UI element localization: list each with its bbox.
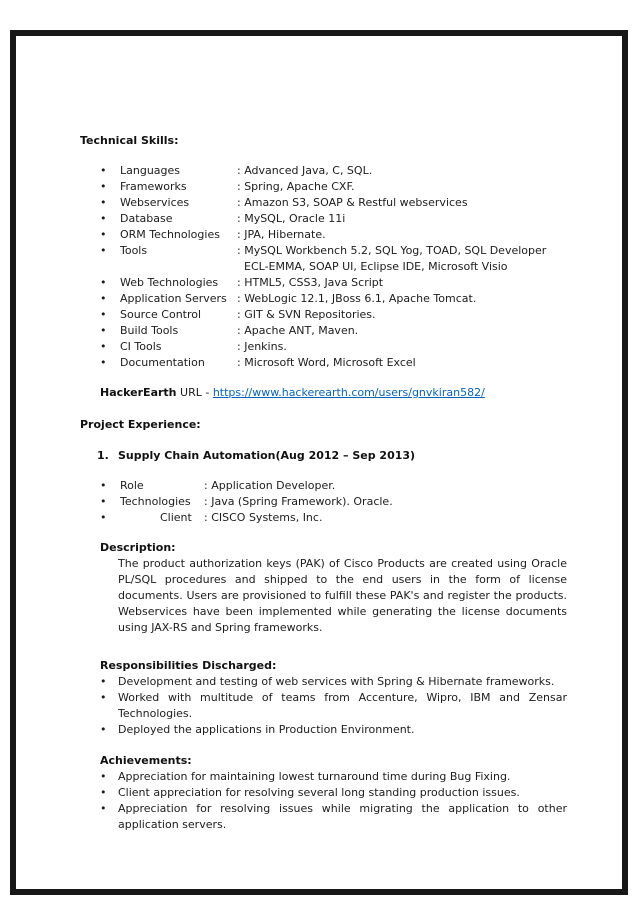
skill-row bbox=[100, 339, 576, 355]
skill-label: Webservices bbox=[120, 196, 190, 209]
meta-label: Role bbox=[120, 479, 144, 492]
responsibility-item bbox=[100, 690, 576, 722]
bullet-icon: • bbox=[100, 495, 107, 508]
bullet-icon: • bbox=[100, 244, 107, 257]
skill-value: : GIT & SVN Repositories. bbox=[237, 308, 376, 321]
bullet-icon: • bbox=[100, 308, 107, 321]
skill-value: : HTML5, CSS3, Java Script bbox=[237, 276, 384, 289]
responsibility-text: Development and testing of web services with Spring & Hibernate frameworks. bbox=[118, 675, 555, 688]
skill-value: : Advanced Java, C, SQL. bbox=[237, 164, 373, 177]
achievements-heading: Achievements: bbox=[100, 754, 192, 767]
skill-label: Source Control bbox=[120, 308, 202, 321]
responsibilities-list bbox=[100, 674, 576, 738]
achievement-item bbox=[100, 785, 576, 801]
project-number: 1. bbox=[97, 449, 109, 462]
achievement-item bbox=[100, 769, 576, 785]
page-frame bbox=[10, 30, 628, 895]
skill-row bbox=[100, 163, 576, 179]
description-body: The product authorization keys (PAK) of Cisco Products are created using Oracle PL/SQL procedures and shipped to the end users in the form of license documents. Users are provisioned to fulfill these PAK's and register the products. Webservices have been implemented while generating the license documents using JAX-RS and Spring frameworks. bbox=[118, 557, 567, 634]
skill-row bbox=[100, 179, 576, 195]
technical-skills-heading: Technical Skills: bbox=[80, 134, 179, 147]
achievement-text: Appreciation for maintaining lowest turnaround time during Bug Fixing. bbox=[118, 770, 511, 783]
responsibility-text: Deployed the applications in Production Environment. bbox=[118, 723, 415, 736]
bullet-icon: • bbox=[100, 675, 107, 688]
bullet-icon: • bbox=[100, 723, 107, 736]
bullet-icon: • bbox=[100, 196, 107, 209]
project-title-row bbox=[97, 448, 576, 464]
resume-content bbox=[16, 36, 622, 833]
skill-value bbox=[237, 243, 576, 275]
responsibilities-section bbox=[100, 658, 576, 738]
skill-row bbox=[100, 323, 576, 339]
skill-row bbox=[100, 307, 576, 323]
bullet-icon: • bbox=[100, 324, 107, 337]
skill-row bbox=[100, 211, 576, 227]
project-meta-row bbox=[100, 494, 576, 510]
skill-row bbox=[100, 195, 576, 211]
bullet-icon: • bbox=[100, 356, 107, 369]
bullet-icon: • bbox=[100, 786, 107, 799]
skill-row bbox=[100, 227, 576, 243]
bullet-icon: • bbox=[100, 479, 107, 492]
meta-value: : Java (Spring Framework). Oracle. bbox=[204, 495, 393, 508]
skill-label: Documentation bbox=[120, 356, 205, 369]
meta-label: Client bbox=[160, 511, 192, 524]
skill-value-line1: : MySQL Workbench 5.2, SQL Yog, TOAD, SQL Developer bbox=[237, 244, 547, 257]
achievements-section bbox=[100, 753, 576, 833]
project-title: Supply Chain Automation(Aug 2012 – Sep 2013) bbox=[118, 449, 416, 462]
skill-label: Application Servers bbox=[120, 292, 227, 305]
skill-value: : WebLogic 12.1, JBoss 6.1, Apache Tomcat. bbox=[237, 292, 477, 305]
skill-label: Build Tools bbox=[120, 324, 179, 337]
skill-value-line2: ECL-EMMA, SOAP UI, Eclipse IDE, Microsoft Visio bbox=[244, 260, 508, 273]
skill-value: : Spring, Apache CXF. bbox=[237, 180, 355, 193]
achievement-text: Client appreciation for resolving several long standing production issues. bbox=[118, 786, 520, 799]
skill-label: Languages bbox=[120, 164, 181, 177]
project-meta-row bbox=[100, 478, 576, 494]
description-section bbox=[100, 540, 576, 636]
bullet-icon: • bbox=[100, 276, 107, 289]
skill-row bbox=[100, 291, 576, 307]
skill-label: Database bbox=[120, 212, 173, 225]
hackerearth-brand: HackerEarth bbox=[100, 386, 177, 399]
hackerearth-url-link[interactable]: https://www.hackerearth.com/users/gnvkiran582/ bbox=[212, 386, 485, 399]
achievement-item bbox=[100, 801, 576, 833]
meta-label: Technologies bbox=[120, 495, 191, 508]
skill-row bbox=[100, 275, 576, 291]
achievement-text: Appreciation for resolving issues while migrating the application to other application servers. bbox=[118, 802, 567, 831]
skill-value: : MySQL, Oracle 11i bbox=[237, 212, 346, 225]
bullet-icon: • bbox=[100, 212, 107, 225]
skill-label: CI Tools bbox=[120, 340, 162, 353]
bullet-icon: • bbox=[100, 228, 107, 241]
project-meta-row bbox=[100, 510, 576, 526]
skill-label: Frameworks bbox=[120, 180, 187, 193]
meta-value: : CISCO Systems, Inc. bbox=[204, 511, 323, 524]
skill-value: : JPA, Hibernate. bbox=[237, 228, 326, 241]
bullet-icon: • bbox=[100, 770, 107, 783]
bullet-icon: • bbox=[100, 802, 107, 815]
technical-skills-list bbox=[100, 163, 576, 371]
skill-value: : Amazon S3, SOAP & Restful webservices bbox=[237, 196, 468, 209]
bullet-icon: • bbox=[100, 511, 107, 524]
bullet-icon: • bbox=[100, 691, 107, 704]
responsibilities-heading: Responsibilities Discharged: bbox=[100, 659, 277, 672]
skill-value: : Microsoft Word, Microsoft Excel bbox=[237, 356, 416, 369]
skill-value: : Apache ANT, Maven. bbox=[237, 324, 359, 337]
meta-value: : Application Developer. bbox=[204, 479, 336, 492]
skill-row bbox=[100, 355, 576, 371]
hackerearth-url-label: URL - bbox=[176, 386, 213, 399]
achievements-list bbox=[100, 769, 576, 833]
project-meta-list bbox=[100, 478, 576, 526]
bullet-icon: • bbox=[100, 180, 107, 193]
description-heading: Description: bbox=[100, 541, 176, 554]
skill-row bbox=[100, 243, 576, 275]
responsibility-text: Worked with multitude of teams from Accenture, Wipro, IBM and Zensar Technologies. bbox=[118, 691, 567, 720]
responsibility-item bbox=[100, 722, 576, 738]
bullet-icon: • bbox=[100, 164, 107, 177]
responsibility-item bbox=[100, 674, 576, 690]
skill-value: : Jenkins. bbox=[237, 340, 287, 353]
bullet-icon: • bbox=[100, 292, 107, 305]
skill-label: Web Technologies bbox=[120, 276, 219, 289]
hackerearth-line bbox=[100, 385, 576, 401]
bullet-icon: • bbox=[100, 340, 107, 353]
skill-label: ORM Technologies bbox=[120, 228, 220, 241]
skill-label: Tools bbox=[120, 244, 148, 257]
project-experience-heading: Project Experience: bbox=[80, 418, 201, 431]
